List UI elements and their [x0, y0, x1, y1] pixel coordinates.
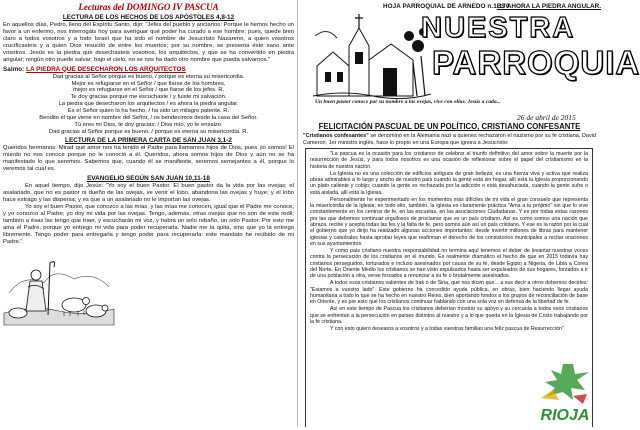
- psalm-response: [3, 66, 294, 74]
- article-lead: [303, 133, 596, 146]
- readings-title: Lecturas del DOMINGO IV PASCUA: [78, 2, 219, 12]
- gospel-body: [3, 183, 294, 247]
- issue-date: 26 de abril de 2015: [517, 113, 576, 122]
- article-paragraph: La Iglesia no es una colección de edificios antiguos de gran belleza; es una fuerza viva y activa que realiza obras admirables a lo largo y ancho de nuestro país cuando la gente está sin hogar, allí está la Iglesia proporcionando un plato caliente y cobijo; cuando la gente es rechazada por la adicción o está desahuciada, cuando la gente sufre o está aislada, allí está la Iglesia.: [310, 170, 588, 196]
- rioja-logo-text: RIOJA: [540, 407, 590, 424]
- motto: Un buen pastor conoce por su nombre a las ovejas, vive con ellas. Jesús a cada...: [315, 99, 501, 105]
- psalm-verse: Es el Señor quien lo ha hecho, / ha sido un milagro patente. R.: [67, 108, 230, 115]
- reading1-text: En aquellos días, Pedro, lleno del Espíritu Santo, dijo: "Jefes del pueblo y ancianos: Porque le hemos hecho un favor a un enfermo, nos interrogáis hoy para averiguar qué poder ha curado a ese hombre; pues, quede bien claro a todos vosotros y a todo Israel que ha sido el nombre de Jesucristo Nazareno, a quien vosotros crucificasteis y a quien Dios resucitó de entre los muertos; por su nombre, se presenta éste sano ante vosotros. Jesús es la piedra que desechasteis vosotros, los arquitectos, y que se ha convertido en piedra angular; ningún otro puede salvar; bajo el cielo, no se nos ha dado otro nombre que pueda salvarnos.": [3, 22, 294, 64]
- bulletin-number: HOJA PARROQUIAL DE ARNEDO n.1.170: [383, 3, 510, 10]
- rioja-logo-icon: [533, 360, 597, 426]
- psalm-verse: Mejor es refugiarse en el Señor / que fiarse de los hombres,: [71, 80, 226, 87]
- church-illustration-icon: [313, 6, 431, 102]
- reading2-heading: LECTURA DE LA PRIMERA CARTA DE SAN JUAN 3,1-2: [65, 137, 232, 145]
- shepherd-illustration-icon: [4, 253, 114, 325]
- masthead-nuestra: NUESTRA: [421, 12, 576, 44]
- gospel-heading: EVANGELIO SEGÚN SAN JUAN 10,11-18: [87, 174, 210, 182]
- article-paragraph: Así en este tiempo de Pascua los cristianos deberían mostrar su apoyo y su cercanía a todos esos cristianos que se enfrentan a la persecución en países distintos al nuestro y a lo que queda en la Iglesia de Cristo trabajando por la fe cristiana.: [310, 306, 588, 325]
- psalm-response-line1: LA PIEDRA QUE DESECHARON LOS ARQUITECTOS: [26, 65, 186, 73]
- psalm-verse: Bendito el que viene en nombre del Señor, / os bendecimos desde la casa del Señor.: [39, 115, 258, 122]
- article-paragraph: Personalmente he experimentado en los momentos más difíciles de mi vida el gran consuelo que representa la misericordia de la Iglesia; en todo ello, también, la iglesia es claramente práctica "Ama a tu prójimo" sin que lo vive constantemente en los centros de fe, en las escuelas, en las asociaciones Ciudadanas. Y es por todas estas razones por las que debemos continuar orgullosos de proclamar que es un país cristiano. Así es como somos una nación que abraza, recibe y acepta todas las fes y la falta de fe, pero somos aún así un país cristiano. Y ese es la razón por la cual el gobierno que yo dirijo ha realizado algunas acciones importantes: desde invertir millones de libras para mantener iglesias y catedrales hasta aprobar leyes que reafirman el derecho de los consistorios municipales a recitar oraciones en sus ayuntamientos.: [310, 196, 588, 247]
- psalm-verse: Dad gracias al Señor porque es bueno, / porque es eterna su misericordia.: [52, 73, 245, 80]
- psalm-label: Salmo:: [3, 65, 25, 73]
- column-divider: [297, 0, 298, 427]
- gospel-paragraph-2: Yo soy el buen Pastor, que conozco a las mías, y las mías me conocen, igual que el Padre me conoce, y yo conozco al Padre; yo doy mi vida por las ovejas. Tengo, además, otras ovejas que no son de este redil; también a ésas las tengo que traer, y escucharán mi voz, y habrá un solo rebaño, un solo Pastor. Por esto me ama el Padre, porque yo entrego mi vida para poder recuperarla. Nadie me la quita, sino que yo la entrego libremente. Tengo poder para entregarla y tengo poder para recuperarla: este mandato he recibido de mi Padre.": [3, 203, 294, 246]
- psalm-verse: Tú eres mi Dios, te doy gracias; / Dios mío, yo te ensalzo.: [74, 122, 223, 129]
- reading2-text: Queridos hermanos: Mirad qué amor nos ha tenido el Padre para llamarnos hijos de Dios, pues ¡lo somos! El mundo no nos conoce porque no le conoció a él. Queridos, ahora somos hijos de Dios y aún no se ha manifestado lo que seremos. Sabemos que, cuando él se manifieste, seremos semejantes a él, porque lo veremos tal cual es.: [3, 145, 294, 173]
- article-column: [301, 0, 640, 427]
- lead-bold: "Cristianos confesantes": [303, 133, 369, 139]
- article-paragraph: Y como país cristiano nuestra responsabilidad no termina aquí tenemos el deber de levantar nuestras voces contra la persecución de los cristianos en el mundo. Es realmente dramático el hecho de que en 2015 todavía hay cristianos perseguidos, torturados e incluso asesinados por causa de su fe, desde Egipto a Nigeria, de Libia a Corea del Norte. En Oriente Medio los cristianos se han visto expulsados hasta ser expulsados de sus hogares, forzados a ir de una población a otra, verse forzados a renunciar a su fe o brutalmente asesinados.: [310, 247, 588, 280]
- lead-text: se denominó en la Alemania nazi a quienes rechazaron el nazismo por su fe cristiana. David Cameron, 1er ministro inglés, hace lo propio en una Europa que ignora a Jesucristo:: [303, 133, 597, 146]
- psalm-response-line2: ES AHORA LA PIEDRA ANGULAR.: [496, 3, 601, 10]
- article-paragraph: A todos esos cristianos valientes de Irak o de Siria, que nos dicen que... a sus decir a otros debemos decirles: "Estamos a vuestro lado". Este gobierno ha concedido ayuda pública, en obras, bien haciendo llegar ayuda humanitaria a todo lo que se ha hecho en nuestro Reino, bien aportando fondos a los grupos de reconciliación de base en Oriente, y es por esto que los cristianos continuar hablando con una sola voz en defensa de la libertad de fe.: [310, 280, 588, 306]
- article-headline: FELICITACIÓN PASCUAL DE UN POLÍTICO, CRISTIANO CONFESANTE: [318, 122, 581, 131]
- article-paragraph: "La pascua es la ocasión para los cristianos de celebrar el triunfo definitivo del amor sobre la muerte por la resurrección de Jesús, y para todos nosotros es una ocasión de reflexionar sobre el papel del cristianismo en la historia de nuestra nación.: [310, 151, 588, 170]
- psalm-verse: Te doy gracias porque me escuchaste / y fuiste mi salvación.: [70, 94, 227, 101]
- psalm-verse: mejor es refugiarse en el Señor / que fiarse de los jefes. R.: [72, 87, 225, 94]
- reading1-heading: LECTURA DE LOS HECHOS DE LOS APÓSTOLES 4,8-12: [62, 14, 235, 21]
- psalm-verse: Dad gracias al Señor porque es bueno, / porque es eterna su misericordia. R.: [48, 129, 249, 136]
- article-paragraph: Y con esto quiero desearos a vosotros y a todas vuestras familias una feliz pascua de Resurrección": [330, 325, 564, 332]
- masthead-parroquia: PARROQUIA: [432, 44, 640, 81]
- psalm-verse: La piedra que desecharon los arquitectos / es ahora la piedra angular.: [58, 101, 239, 108]
- gospel-paragraph-1: En aquel tiempo, dijo Jesús: "Yo soy el buen Pastor. El buen pastor da la vida por las ovejas; el asalariado, que no es pastor ni dueño de las ovejas, ve venir el lobo, abandona las ovejas y huye; y el lobo hace estrago y las dispersa; y es que a un asalariado no le importan las ovejas.: [3, 182, 294, 203]
